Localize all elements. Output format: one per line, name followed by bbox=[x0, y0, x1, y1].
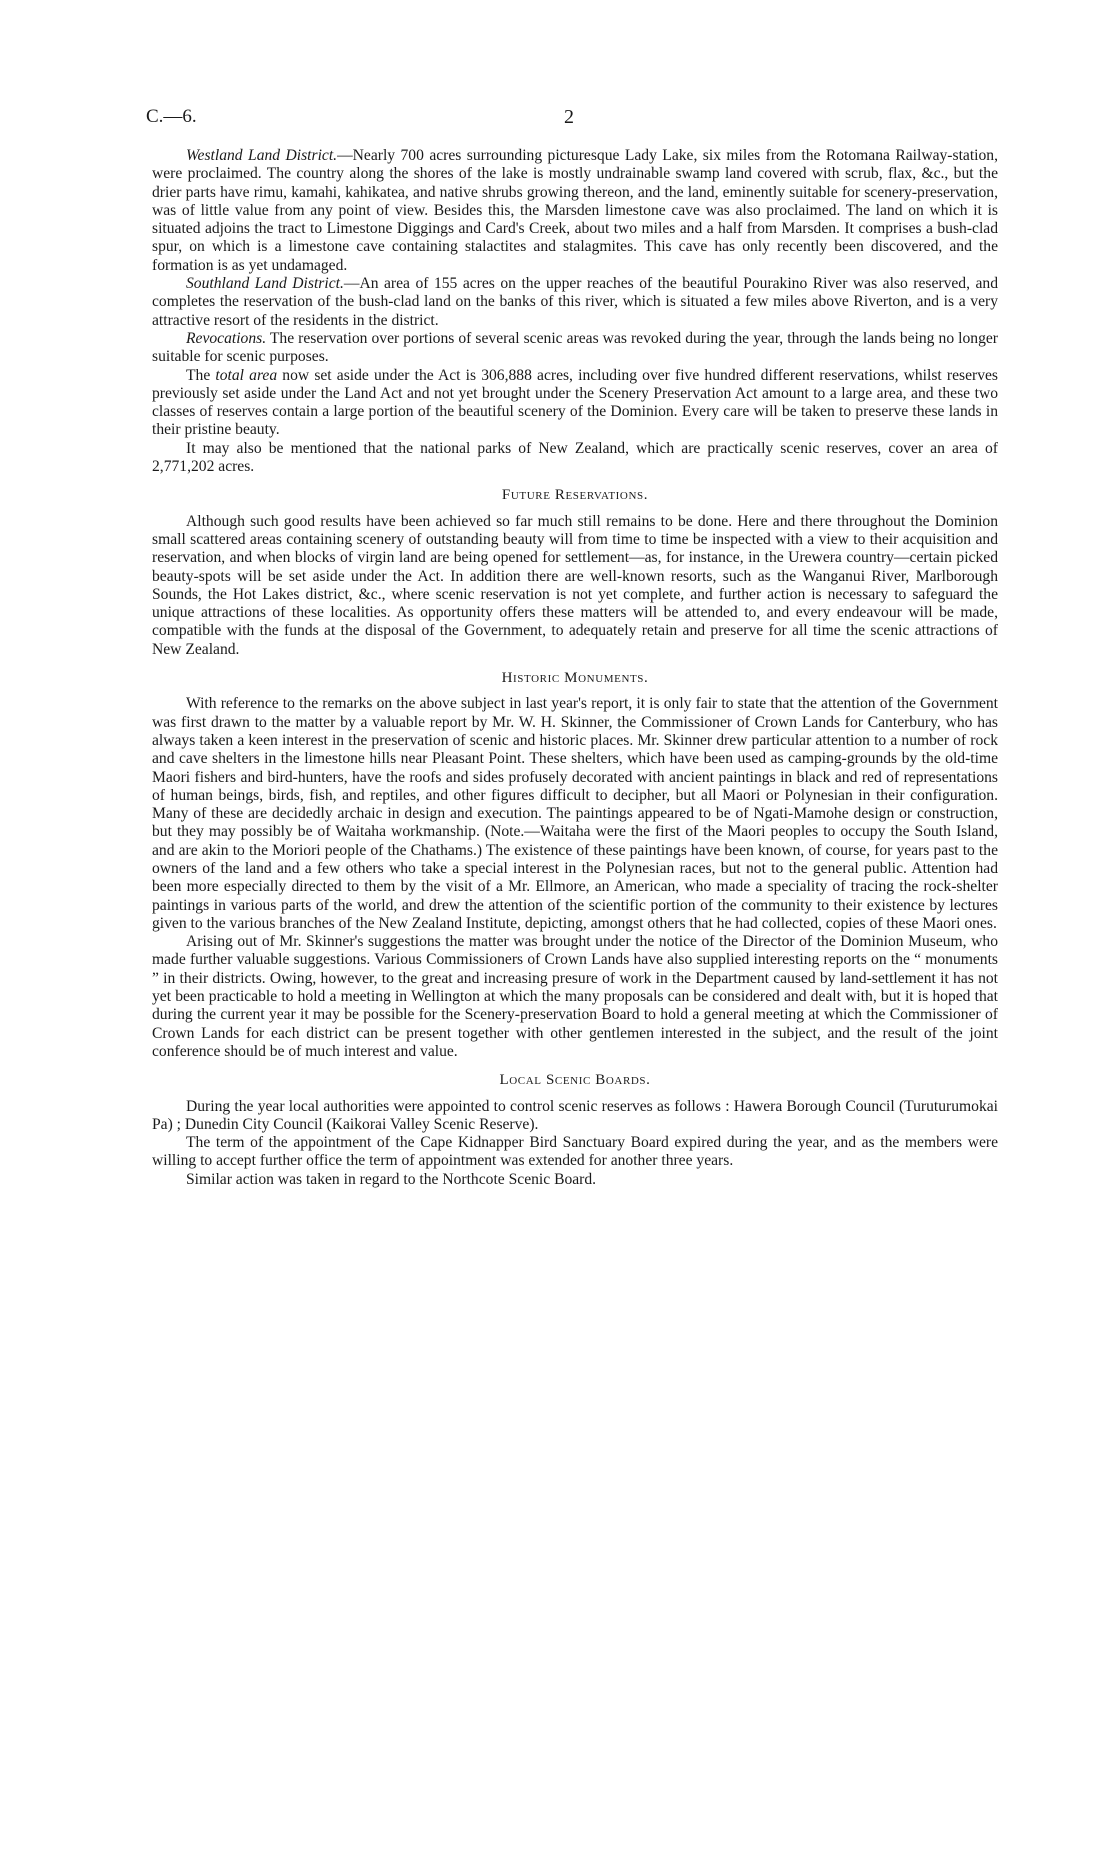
paragraph-lead: total area bbox=[215, 366, 278, 384]
paragraph-southland bbox=[152, 275, 998, 330]
paragraph-lead: Revocations. bbox=[186, 329, 267, 347]
section-heading-local-scenic-boards: Local Scenic Boards. bbox=[499, 1072, 651, 1089]
paragraph-text: The term of the appointment of the Cape Kidnapper Bird Sanctuary Board expired during the year, and as the members were willing to accept further office the term of appointment was extended for another three years. bbox=[152, 1134, 998, 1170]
paragraph-historic-monuments-1 bbox=[152, 695, 998, 933]
section-heading-future-reservations: Future Reservations. bbox=[501, 487, 649, 504]
body-text bbox=[152, 147, 998, 1189]
page-header bbox=[146, 106, 996, 136]
paragraph-total-area bbox=[152, 367, 998, 440]
paragraph-text: —Nearly 700 acres surrounding picturesque Lady Lake, six miles from the Rotomana Railway-station, were proclaimed. The country along the shores of the lake is mostly undrainable swamp land covered with scrub, flax, &c., but the drier parts have rimu, kamahi, kahikatea, and native shrubs growing thereon, and the land, eminently suitable for scenery-preservation, was of little value from any point of view. Besides this, the Marsden limestone cave was also proclaimed. The land on which it is situated adjoins the tract to Limestone Diggings and Card's Creek, about two miles and a half from Marsden. It comprises a bush-clad spur, on which is a limestone cave containing stalactites and stalagmites. This cave has only recently been discovered, and the formation is as yet undamaged. bbox=[152, 147, 998, 274]
paragraph-text: During the year local authorities were appointed to control scenic reserves as follows : Hawera Borough Council (Turuturumokai Pa) ; Dunedin City Council (Kaikorai Valley Scenic Reserve). bbox=[152, 1097, 998, 1133]
paragraph-future-reservations bbox=[152, 513, 998, 659]
paragraph-text: It may also be mentioned that the national parks of New Zealand, which are practically scenic reserves, cover an area of 2,771,202 acres. bbox=[152, 439, 998, 476]
paragraph-local-boards-1 bbox=[152, 1098, 998, 1135]
paragraph-historic-monuments-2 bbox=[152, 933, 998, 1061]
section-heading-historic-monuments: Historic Monuments. bbox=[501, 670, 649, 687]
page-number: 2 bbox=[564, 106, 574, 128]
paragraph-text: now set aside under the Act is 306,888 acres, including over five hundred different reservations, whilst reserves previously set aside under the Land Act and not yet brought under the Scenery Preservation Act amount to a large area, and these two classes of reserves contain a large portion of the beautiful scenery of the Dominion. Every care will be taken to preserve these lands in their pristine beauty. bbox=[152, 366, 998, 439]
paragraph-westland bbox=[152, 147, 998, 275]
paragraph-text: With reference to the remarks on the above subject in last year's report, it is only fair to state that the attention of the Government was first drawn to the matter by a valuable report by Mr. W. H. Skinner, the Commissioner of Crown Lands for Canterbury, who has always taken a keen interest in the preservation of scenic and historic places. Mr. Skinner drew particular attention to a number of rock and cave shelters in the limestone hills near Pleasant Point. These shelters, which have been used as camping-grounds by the old-time Maori fishers and bird-hunters, have the roofs and sides profusely decorated with ancient paintings in black and red of representations of human beings, birds, fish, and reptiles, and other figures difficult to decipher, but all Maori or Polynesian in their configuration. Many of these are decidedly archaic in design and execution. The paintings appeared to be of Ngati-Mamohe design or construction, but they may possibly be of Waitaha workmanship. (Note.—Waitaha were the first of the Maori peoples to occupy the South Island, and are akin to the Moriori people of the Chathams.) The existence of these paintings have been known, of course, for years past to the owners of the land and a few others who take a special interest in the Polynesian races, but not to the general public. Attention had been more especially directed to them by the visit of a Mr. Ellmore, an American, who made a speciality of tracing the rock-shelter paintings in various parts of the world, and drew the attention of the scientific portion of the community to their existence by lectures given to the various branches of the New Zealand Institute, depicting, amongst others that he had collected, copies of these Maori ones. bbox=[152, 695, 998, 932]
paragraph-prefix: The bbox=[186, 366, 216, 384]
document-reference: C.—6. bbox=[146, 106, 197, 127]
paragraph-lead: Southland Land District. bbox=[186, 275, 344, 293]
paragraph-local-boards-2 bbox=[152, 1134, 998, 1171]
paragraph-revocations bbox=[152, 330, 998, 367]
paragraph-text: Similar action was taken in regard to the Northcote Scenic Board. bbox=[186, 1170, 597, 1188]
paragraph-local-boards-3 bbox=[152, 1171, 998, 1189]
paragraph-text: —An area of 155 acres on the upper reaches of the beautiful Pourakino River was also reserved, and completes the reservation of the bush-clad land on the banks of this river, which is situated a few miles above Riverton, and is a very attractive resort of the residents in the district. bbox=[152, 275, 998, 329]
paragraph-text: Arising out of Mr. Skinner's suggestions the matter was brought under the notice of the Director of the Dominion Museum, who made further valuable suggestions. Various Commissioners of Crown Lands have also supplied interesting reports on the “ monuments ” in their districts. Owing, however, to the great and increasing presure of work in the Department caused by land-settlement it has not yet been practicable to hold a meeting in Wellington at which the many proposals can be considered and dealt with, but it is hoped that during the current year it may be possible for the Scenery-preservation Board to hold a general meeting at which the Commissioner of Crown Lands for each district can be present together with other gentlemen interested in the subject, and the result of the joint conference should be of much interest and value. bbox=[152, 933, 998, 1060]
paragraph-text: Although such good results have been achieved so far much still remains to be done. Here and there throughout the Dominion small scattered areas containing scenery of outstanding beauty will from time to time be inspected with a view to their acquisition and reservation, and when blocks of virgin land are being opened for settlement—as, for instance, in the Urewera country—certain picked beauty-spots will be set aside under the Act. In addition there are well-known resorts, such as the Wanganui River, Marlborough Sounds, the Hot Lakes district, &c., where scenic reservation is not yet complete, and further action is necessary to safeguard the unique attractions of these localities. As opportunity offers these matters will be attended to, and every endeavour will be made, compatible with the funds at the disposal of the Government, to adequately retain and preserve for all time the scenic attractions of New Zealand. bbox=[152, 512, 998, 658]
paragraph-lead: Westland Land District. bbox=[186, 147, 338, 164]
paragraph-national-parks bbox=[152, 440, 998, 477]
paragraph-text: The reservation over portions of several scenic areas was revoked during the year, through the lands being no longer suitable for scenic purposes. bbox=[152, 329, 998, 366]
